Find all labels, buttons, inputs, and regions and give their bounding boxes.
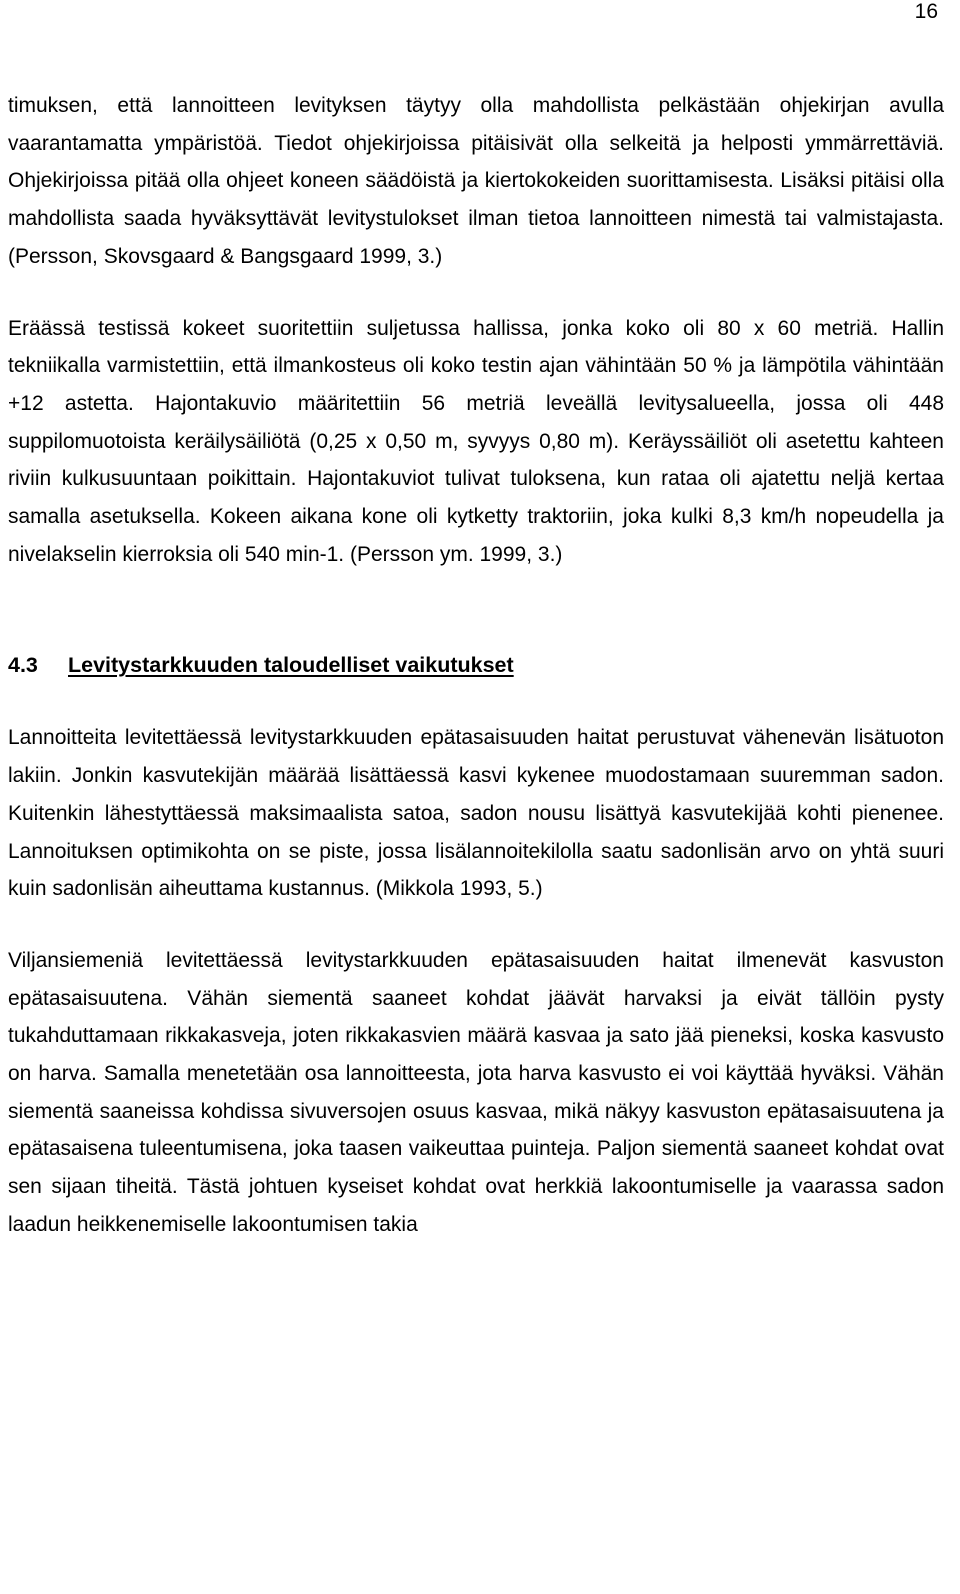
page-number: 16 <box>914 0 938 23</box>
document-body <box>8 87 944 1244</box>
section-number: 4.3 <box>8 653 38 678</box>
paragraph-hall-test: Eräässä testissä kokeet suoritettiin suljetussa hallissa, jonka koko oli 80 x 60 metriä. Hallin tekniikalla varmistettiin, että ilmankosteus oli koko testin ajan vähintään 50 % ja lämpötila vähintään +12 astetta. Hajontakuvio määritettiin 56 metriä leveällä levitysalueella, jossa oli 448 suppilomuotoista keräilysäiliötä (0,25 x 0,50 m, syvyys 0,80 m). Keräyssäiliöt oli asetettu kahteen riviin kulkusuuntaan poikittain. Hajontakuviot tulivat tuloksena, kun rataa oli ajatettu neljä kertaa samalla asetuksella. Kokeen aikana kone oli kytketty traktoriin, joka kulki 8,3 km/h nopeudella ja nivelakselin kierroksia oli 540 min-1. (Persson ym. 1999, 3.) <box>8 316 944 566</box>
paragraph-fertilizer-economics: Lannoitteita levitettäessä levitystarkkuuden epätasaisuuden haitat perustuvat vähenevän lisätuoton lakiin. Jonkin kasvutekijän määrää lisättäessä kasvi kykenee muodostamaan suuremman sadon. Kuitenkin lähestyttäessä maksimaalista satoa, sadon nousu lisättyä kasvutekijää kohti pienenee. Lannoituksen optimikohta on se piste, jossa lisälannoitekilolla saatu sadonlisän arvo on yhtä suuri kuin sadonlisän aiheuttama kustannus. (Mikkola 1993, 5.) <box>8 726 944 901</box>
paragraph-seed-spreading: Viljansiemeniä levitettäessä levitystarkkuuden epätasaisuuden haitat ilmenevät kasvuston epätasaisuutena. Vähän siementä saaneet kohdat jäävät harvaksi ja eivät tällöin pysty tukahduttamaan rikkakasveja, joten rikkakasvien määrä kasvaa ja sato jää pieneksi, koska kasvusto on harva. Samalla menetetään osa lannoitteesta, jota harva kasvusto ei voi käyttää hyväksi. Vähän siementä saaneissa kohdissa sivuversojen osuus kasvaa, mikä näkyy kasvuston epätasaisuutena ja epätasaisena tuleentumisena, joka taasen vaikeuttaa puinteja. Paljon siementä saaneet kohdat ovat sen sijaan tiheitä. Tästä johtuen kyseiset kohdat ovat herkkiä lakoontumiselle ja vaarassa sadon laadun heikkenemiselle lakoontumisen takia <box>8 948 944 1236</box>
section-title: Levitystarkkuuden taloudelliset vaikutukset <box>68 653 514 678</box>
paragraph-fertilizer-manual: timuksen, että lannoitteen levityksen täytyy olla mahdollista pelkästään ohjekirjan avulla vaarantamatta ympäristöä. Tiedot ohjekirjoissa pitäisivät olla selkeitä ja helposti ymmärrettäviä. Ohjekirjoissa pitää olla ohjeet koneen säädöistä ja kiertokokeiden suorittamisesta. Lisäksi pitäisi olla mahdollista saada hyväksyttävät levitystulokset ilman tietoa lannoitteen nimestä tai valmistajasta. (Persson, Skovsgaard & Bangsgaard 1999, 3.) <box>8 94 944 268</box>
section-heading <box>8 645 944 685</box>
